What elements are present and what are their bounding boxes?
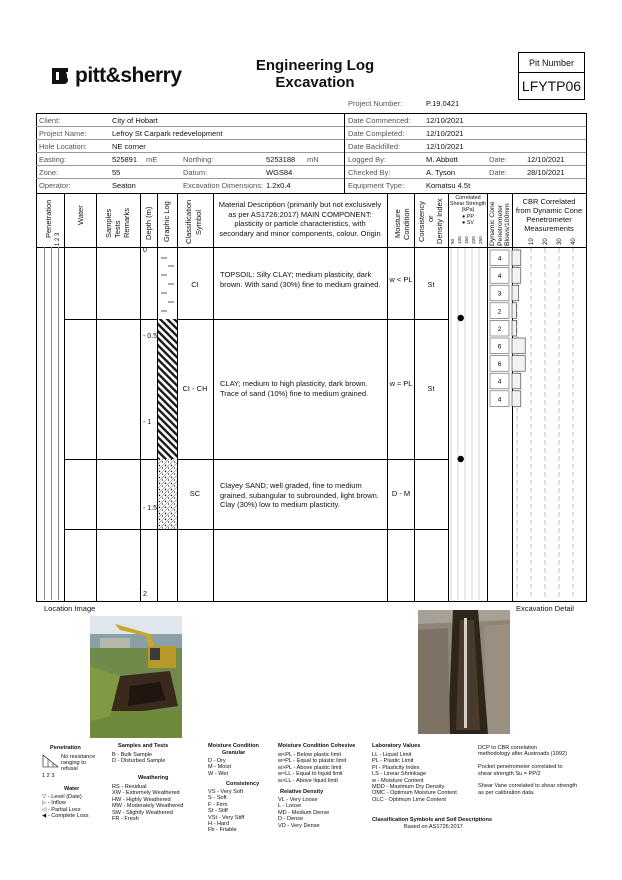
shear-header	[449, 195, 487, 226]
legend-item: Shear Vane correlated to shear strength	[478, 783, 578, 790]
topsoil-pattern	[161, 258, 174, 311]
project-number: P.19.0421	[426, 99, 460, 108]
legend-item: F - Firm	[208, 801, 228, 808]
checked-date-label: Date:	[489, 168, 507, 177]
legend-item: FR - Fresh	[112, 816, 139, 822]
legend-item: VD - Very Dense	[278, 822, 320, 829]
legend-item: ▷ - Inflow	[42, 800, 66, 807]
legend-penetration-title: Penetration	[50, 745, 81, 751]
legend-item: MD - Medium Dense	[278, 809, 330, 816]
layer-consistency: St	[427, 280, 435, 289]
shear-pp-legend: ● PP	[462, 213, 474, 220]
shear-point	[458, 315, 464, 321]
legend-item: w>PL - Above plastic limit	[278, 764, 342, 771]
legend-item: D - Dry	[208, 758, 226, 764]
col-material-description: Material Description (primarily but not exclusively as per AS1726:2017) MAIN COMPONENT: plasticity or particle characteristics, with secondary and minor components, colour. Origin	[218, 200, 382, 238]
layer-description: Clayey SAND; well graded, fine to medium grained, subangular to subrounded, light brown. Clay (30%) low to medium plasticity.	[220, 481, 379, 509]
logged-date-label: Date:	[489, 155, 507, 164]
col-remarks: Remarks	[122, 207, 131, 238]
operator-label: Operator:	[39, 181, 71, 190]
date-completed-label: Date Completed:	[348, 129, 405, 138]
depth-tick-label: - 1	[143, 419, 152, 426]
logged-by-label: Logged By:	[348, 155, 386, 164]
excavation-photo	[418, 610, 510, 734]
equipment-value: Komatsu 4.5t	[426, 181, 471, 190]
legend-item: XW - Extremely Weathered	[112, 790, 180, 797]
legend-item: shear strength Su = PP/2	[478, 770, 541, 777]
date-backfilled-label: Date Backfilled:	[348, 142, 401, 151]
legend-penetration-icon	[42, 754, 60, 768]
shear-strength-plot	[448, 248, 487, 600]
shear-sv-legend: ● SV	[462, 219, 474, 226]
cbr-tick-label: 10	[529, 238, 535, 245]
legend-item: VL - Very Loose	[278, 797, 318, 803]
legend-item: DCP to CBR correlation	[478, 745, 537, 751]
cbr-bar	[512, 356, 525, 372]
legend-moisture-title: Moisture Condition	[208, 743, 259, 749]
depth-tick-label: 2	[143, 591, 147, 598]
date-commenced-label: Date Commenced:	[348, 116, 411, 125]
dcp-value: 4	[497, 255, 502, 263]
datum-label: Datum:	[183, 168, 208, 177]
legend-item: M - Moist	[208, 764, 231, 771]
zone-label: Zone:	[39, 168, 59, 177]
location-image-label: Location Image	[44, 604, 96, 613]
layer-moisture: w < PL	[389, 275, 413, 284]
dcp-value: 4	[497, 378, 502, 386]
easting-value: 525891	[112, 155, 138, 164]
legend-density-title: Relative Density	[280, 789, 324, 795]
logged-date-value: 12/10/2021	[527, 155, 565, 164]
dcp-value: 3	[497, 290, 502, 298]
legend-item: MDD - Maximum Dry Density	[372, 784, 445, 790]
legend-samples-title: Samples and Tests	[118, 743, 169, 749]
legend-item: H - Hard	[208, 821, 230, 827]
layer-moisture: w ≈ PL	[389, 379, 413, 388]
shear-tick-label: 150	[464, 236, 469, 244]
cbr-tick-label: 30	[557, 238, 563, 245]
northing-value: 5253188	[266, 155, 296, 164]
operator-value: Seaton	[112, 181, 136, 190]
client-label: Client:	[39, 116, 61, 125]
date-commenced-value: 12/10/2021	[426, 116, 464, 125]
dcp-value: 6	[497, 361, 502, 369]
depth-tick-label: 0	[143, 247, 147, 254]
legend-penetration-text-3: refusal	[61, 766, 78, 772]
legend-item: PI - Plasticity Index	[372, 764, 420, 771]
excavation-dimensions-label: Excavation Dimensions:	[183, 181, 264, 190]
shear-tick-label: 50	[450, 238, 455, 244]
pit-number: LFYTP06	[521, 78, 582, 94]
legend-weathering-title: Weathering	[138, 775, 169, 781]
legend-moisture-sub: Granular	[222, 750, 246, 756]
dcp-column	[487, 248, 585, 600]
legend-class-title: Classification Symbols and Soil Descriptions	[372, 817, 492, 823]
northing-unit: mN	[307, 155, 319, 164]
legend-item: OMC - Optimum Moisture Content	[372, 790, 457, 797]
col-graphic-log: Graphic Log	[162, 201, 171, 242]
legend-item: Pocket penetrometer correlated to	[478, 764, 563, 771]
legend-item: S - Soft	[208, 795, 227, 802]
layer-symbol: SC	[189, 489, 201, 498]
pit-number-label: Pit Number	[528, 58, 574, 68]
col-dcp: Dynamic Cone Penetrometer Blows/100mm	[489, 201, 511, 246]
layer-moisture: D - M	[391, 489, 411, 498]
legend-item: St - Stiff	[208, 808, 228, 815]
legend-item: LL - Liquid Limit	[372, 752, 412, 758]
legend-item: B - Bulk Sample	[112, 752, 153, 758]
depth-tick-label: - 1.5	[143, 505, 158, 512]
project-number-label: Project Number:	[348, 99, 403, 108]
legend-item: VS - Very Soft	[208, 789, 244, 795]
graphic-log	[158, 248, 177, 530]
zone-value: 55	[112, 168, 121, 177]
company-logo	[50, 64, 190, 88]
col-symbol: Symbol	[194, 209, 203, 235]
logo-mark-icon	[50, 66, 70, 86]
legend-item: methodology after Austroads (1992)	[478, 751, 567, 758]
cbr-bar	[512, 373, 521, 389]
legend-item: HW - Highly Weathered	[112, 796, 171, 803]
col-density-index: Density Index	[435, 198, 444, 244]
legend-item: w≈LL - Equal to liquid limit	[278, 771, 343, 778]
cbr-bar	[512, 338, 525, 354]
legend-item: as per calibration data.	[478, 789, 535, 796]
legend-item: w - Moisture Content	[372, 777, 424, 784]
cbr-tick-label: 40	[571, 238, 577, 245]
col-consistency: Consistency	[417, 201, 426, 242]
shear-title: Correlated Shear Strength (kPa)	[449, 195, 487, 214]
location-photo	[90, 616, 182, 738]
legend-consistency-title: Consistency	[226, 781, 260, 787]
legend-class-sub: Based on AS1726:2017	[404, 824, 463, 830]
legend-item: w≈PL - Equal to plastic limit	[278, 758, 347, 765]
col-penetration-scale: 1 2 3	[55, 232, 61, 246]
layer-consistency: St	[427, 384, 435, 393]
cbr-bar	[512, 320, 516, 336]
equipment-label: Equipment Type:	[348, 181, 405, 190]
legend-item: OLC - Optimum Lime Content	[372, 796, 446, 803]
cbr-tick-label: 20	[543, 238, 549, 245]
legend-water-title: Water	[64, 786, 80, 792]
cbr-bar	[512, 250, 521, 266]
dcp-value: 2	[497, 308, 502, 316]
layer-symbol: CI	[191, 280, 199, 289]
legend-item: D - Dense	[278, 816, 304, 823]
excavation-detail-label: Excavation Detail	[516, 604, 574, 613]
col-moisture: Moisture	[393, 209, 402, 238]
logo-text: pitt&sherry	[75, 64, 182, 87]
legend-cohesive-title: Moisture Condition Cohesive	[278, 743, 356, 749]
legend-item: Fb - Friable	[208, 827, 237, 834]
dcp-value: 4	[497, 396, 502, 404]
col-condition: Condition	[402, 208, 411, 240]
checked-by-label: Checked By:	[348, 168, 391, 177]
legend-item: VSt - Very Stiff	[208, 814, 245, 821]
col-penetration: Penetration	[44, 199, 53, 238]
dcp-value: 4	[497, 273, 502, 281]
layer-description: CLAY; medium to high plasticity, dark brown. Trace of sand (10%) fine to medium grained.	[220, 379, 369, 398]
checked-date-value: 28/10/2021	[527, 168, 565, 177]
hole-location-label: Hole Location:	[39, 142, 87, 151]
checked-by-value: A. Tyson	[426, 168, 456, 177]
dcp-value: 6	[497, 343, 502, 351]
shear-tick-label: 100	[457, 236, 462, 244]
cbr-bar	[512, 268, 521, 284]
layer-description: TOPSOIL: Silty CLAY; medium plasticity, dark brown. With sand (30%) fine to medium grained.	[220, 270, 381, 289]
dcp-value: 2	[497, 325, 502, 333]
col-classification: Classification	[184, 199, 193, 244]
legend-penetration-text-1: No resistance	[61, 754, 96, 760]
legend-item: ◀ - Complete Loss	[42, 813, 89, 820]
date-backfilled-value: 12/10/2021	[426, 142, 464, 151]
legend-penetration-scale: 1 2 3	[42, 773, 55, 779]
col-cbr: CBR Correlated from Dynamic Cone Penetrometer Measurements	[515, 197, 583, 233]
shear-tick-label: 250	[478, 236, 483, 244]
page-subtitle: Excavation	[275, 74, 355, 91]
legend-lab-title: Laboratory Values	[372, 743, 421, 749]
legend-item: RS - Residual	[112, 784, 147, 790]
project-name-label: Project Name:	[39, 129, 87, 138]
legend-item: LS - Linear Shrinkage	[372, 771, 427, 778]
col-water: Water	[76, 205, 85, 225]
shear-point	[458, 456, 464, 462]
client-value: City of Hobart	[112, 116, 158, 125]
legend-item: SW - Slightly Weathered	[112, 809, 173, 816]
cbr-bar	[512, 285, 519, 301]
logged-by-value: M. Abbott	[426, 155, 458, 164]
northing-label: Northing:	[183, 155, 214, 164]
legend-item: MW - Moderately Weathered	[112, 803, 184, 810]
clayey-sand-pattern	[158, 459, 177, 529]
easting-unit: mE	[146, 155, 158, 164]
cbr-bar	[512, 303, 516, 319]
legend-item: ◁ - Partial Loss	[42, 806, 81, 813]
col-or: or	[426, 215, 435, 222]
excavation-dimensions-value: 1.2x0.4	[266, 181, 291, 190]
project-name-value: Lefroy St Carpark redevelopment	[112, 129, 223, 138]
page-title: Engineering Log	[255, 57, 375, 74]
legend-penetration-text-2: ranging to	[61, 760, 86, 766]
layer-symbol: CI - CH	[182, 384, 208, 393]
date-completed-value: 12/10/2021	[426, 129, 464, 138]
legend-item: w>LL - Above liquid limit	[278, 777, 338, 784]
datum-value: WGS84	[266, 168, 293, 177]
legend-item: PL - Plastic Limit	[372, 758, 414, 765]
legend-item: L - Loose	[278, 803, 302, 810]
legend-item: D - Disturbed Sample	[112, 758, 166, 765]
pit-number-box	[518, 52, 585, 100]
col-depth: Depth (m)	[144, 206, 153, 240]
legend-item: w<PL - Below plastic limit	[278, 752, 342, 758]
col-tests: Tests	[113, 220, 122, 238]
shear-tick-label: 200	[471, 236, 476, 244]
cbr-bar	[512, 391, 521, 407]
legend-item: ▽ - Level (Date)	[42, 794, 82, 800]
depth-tick-label: - 0.5	[143, 333, 158, 340]
hole-location-value: NE corner	[112, 142, 146, 151]
col-samples: Samples	[104, 208, 113, 238]
clay-pattern	[158, 319, 177, 459]
easting-label: Easting:	[39, 155, 67, 164]
legend-item: W - Wet	[208, 770, 229, 777]
